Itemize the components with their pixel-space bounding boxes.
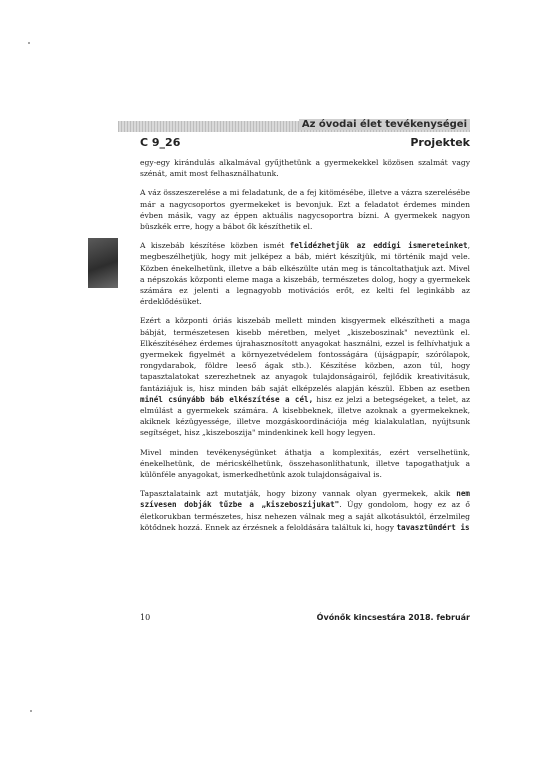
paragraph (140, 187, 470, 232)
text-run: . Úgy gondolom, hogy ez az ő életkorukban természetes, hisz nehezen válnak meg a saját alkotásuktól, érzelmileg kötődnek hozzá. Ennek az érzésnek a feloldására találtuk ki, hogy (140, 500, 471, 532)
section-label: Projektek (410, 136, 470, 149)
text-run: Mivel minden tevékenységünket áthatja a komplexitás, ezért verselhetünk, énekelhetünk, de méricskélhetünk, összehasonlíthatunk, illetve tapogathatjuk a különféle anyagokat, ismerkedhetünk azok tulajdonságaival is. (140, 447, 470, 480)
text-run: A kiszebáb készítése közben ismét (140, 241, 290, 251)
paragraph (140, 157, 470, 179)
text-run: hisz ez jelzi a betegségeket, a telet, az elmúlást a gyermekek számára. A kisebbeknek, illetve azoknak a gyermekeknek, akiknek kézügyessége, illetve mozgáskoordinációja még kialakulatlan, nyújtsunk segítséget, hisz „kiszeboszija" mindenkinek kell hogy legyen. (140, 394, 470, 438)
article-body (140, 157, 470, 541)
paragraph (140, 447, 470, 481)
text-run: A váz összeszerelése a mi feladatunk, de a fej kitömésébe, illetve a vázra szerelésébe már a nagycsoportos gyermekeket is bevonjuk. Ezt a feladatot érdemes minden évben másik, vagy az éppen aktuális nagycsoportra bízni. A gyermekek nagyon büszkék erre, hogy a bábot ők készíthetik el. (140, 188, 470, 232)
text-run: egy-egy kirándulás alkalmával gyűjthetünk a gyermekekkel közösen szalmát vagy szénát, amit most felhasználhatunk. (140, 158, 470, 179)
paragraph (140, 488, 470, 533)
publication-name: Óvónők kincsestára 2018. február (316, 613, 470, 622)
margin-photo (88, 238, 118, 288)
scan-speck (30, 710, 32, 712)
paragraph (140, 240, 470, 307)
bold-text: nem szívesen dobják tűzbe a „kiszeboszijukat" (140, 489, 470, 510)
page-number: 10 (140, 613, 151, 622)
text-run: , megbeszélhetjük, hogy mit jelképez a báb, miért készítjük, mi történik majd vele. Közben énekelhetünk, illetve a báb elkészülte után meg is táncoltathatjuk azt. Mivel a népszokás központi eleme maga a kiszebáb, természetes dolog, hogy a gyermekek számára ez jelenti a legnagyobb motivációs erőt, ez kelti fel leginkább az érdeklődésüket. (140, 241, 470, 307)
text-run: Ezért a központi óriás kiszebáb mellett minden kisgyermek elkészítheti a maga bábját, természetesen kisebb méretben, melyet „kiszeboszinak" neveztünk el. Elkészítéséhez érdemes újrahasznosított anyagokat használni, ezzel is felhívhatjuk a gyermekek figyelmét a környezetvédelem fontosságára (újságpapír, szórólapok, rongydarabok, földre leeső ágak stb.). Készítése közben, azon túl, hogy tapasztalatokat szerezhetnek az anyagok tulajdonságairól, fejlődik kreativitásuk, fantáziájuk is, hisz minden báb saját elképzelés alapján készül. Ebben az esetben (140, 316, 470, 393)
bold-text: minél csúnyább báb elkészítése a cél, (140, 394, 314, 404)
bold-text: tavasztündért is (396, 522, 470, 532)
text-run: Tapasztalataink azt mutatják, hogy bizony vannak olyan gyermekek, akik (140, 489, 457, 499)
scan-speck (28, 42, 30, 44)
header-title: Az óvodai élet tevékenységei (299, 119, 470, 130)
paragraph (140, 315, 470, 438)
document-code: C 9_26 (140, 136, 181, 149)
bold-text: felidézhetjük az eddigi ismereteinket (289, 241, 468, 251)
